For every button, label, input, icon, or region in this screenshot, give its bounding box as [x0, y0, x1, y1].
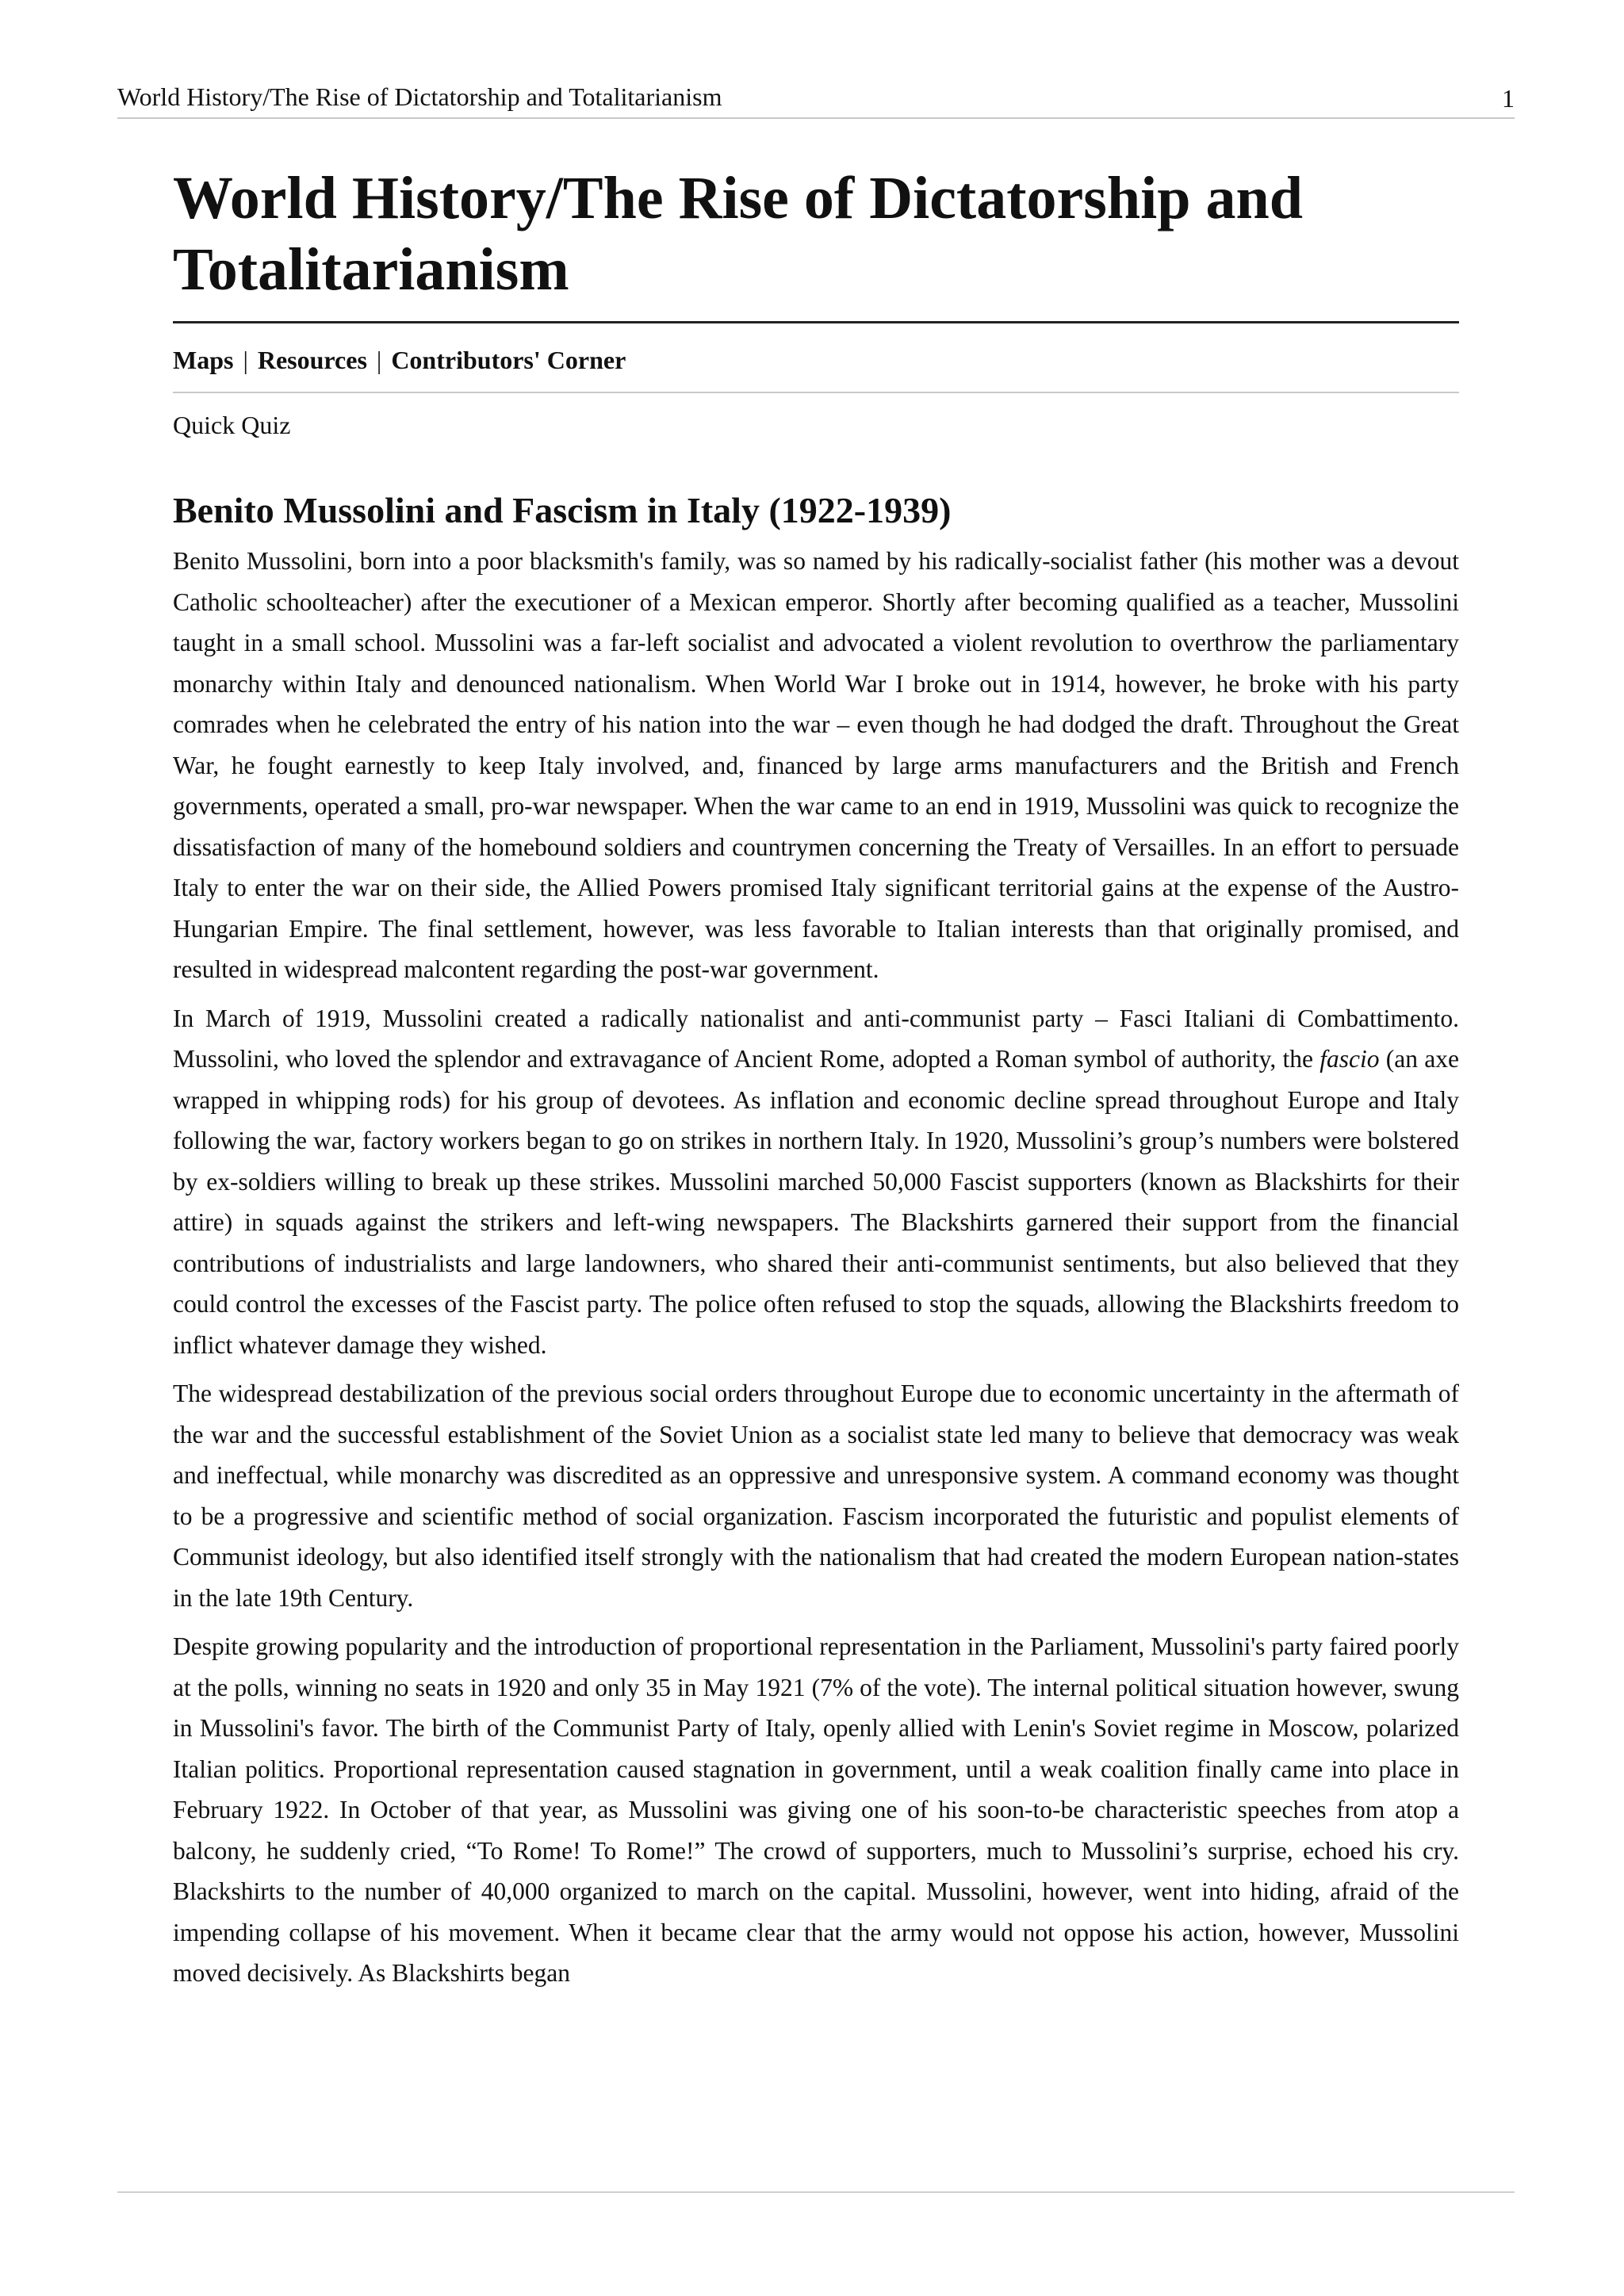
running-title: World History/The Rise of Dictatorship and Totalitarianism [117, 82, 722, 111]
quick-quiz-link[interactable]: Quick Quiz [173, 411, 291, 439]
article-body [173, 163, 1459, 2002]
paragraph-2 [173, 998, 1459, 1366]
running-header [117, 79, 1515, 119]
contributors-corner-link[interactable]: Contributors' Corner [391, 346, 626, 374]
footer-divider [117, 2191, 1515, 2193]
article-nav-bar [173, 323, 1459, 393]
page-number: 1 [1502, 84, 1515, 113]
fascio-term: fascio [1320, 1045, 1380, 1073]
paragraph-2-text-start: In March of 1919, Mussolini created a radically nationalist and anti-communist party – Fasci Italiani di Combattimento. Mussolini, who loved the splendor and extravagance of Ancient Rome, adopted a Roman symbol of authority, the [173, 1004, 1459, 1073]
paragraph-1: Benito Mussolini, born into a poor blacksmith's family, was so named by his radically-socialist father (his mother was a devout Catholic schoolteacher) after the executioner of a Mexican emperor. Shortly after becoming qualified as a teacher, Mussolini taught in a small school. Mussolini was a far-left socialist and advocated a violent revolution to overthrow the parliamentary monarchy within Italy and denounced nationalism. When World War I broke out in 1914, however, he broke with his party comrades when he celebrated the entry of his nation into the war – even though he had dodged the draft. Throughout the Great War, he fought earnestly to keep Italy involved, and, financed by large arms manufacturers and the British and French governments, operated a small, pro-war newspaper. When the war came to an end in 1919, Mussolini was quick to recognize the dissatisfaction of many of the homebound soldiers and countrymen concerning the Treaty of Versailles. In an effort to persuade Italy to enter the war on their side, the Allied Powers promised Italy significant territorial gains at the expense of the Austro-Hungarian Empire. The final settlement, however, was less favorable to Italian interests than that originally promised, and resulted in widespread malcontent regarding the post-war government. [173, 547, 1459, 983]
resources-link[interactable]: Resources [257, 346, 367, 374]
paragraph-2-text-end: (an axe wrapped in whipping rods) for his group of devotees. As inflation and economic decline spread throughout Europe and Italy following the war, factory workers began to go on strikes in northern Italy. In 1920, Mussolini’s group’s numbers were bolstered by ex-soldiers willing to break up these strikes. Mussolini marched 50,000 Fascist supporters (known as Blackshirts for their attire) in squads against the strikers and left-wing newspapers. The Blackshirts garnered their support from the financial contributions of industrialists and large landowners, who shared their anti-communist sentiments, but also believed that they could control the excesses of the Fascist party. The police often refused to stop the squads, allowing the Blackshirts freedom to inflict whatever damage they wished. [173, 1045, 1459, 1359]
nav-separator: | [243, 346, 248, 374]
paragraph-4: Despite growing popularity and the introduction of proportional representation in the Parliament, Mussolini's party faired poorly at the polls, winning no seats in 1920 and only 35 in May 1921 (7% of the vote). The internal political situation however, swung in Mussolini's favor. The birth of the Communist Party of Italy, openly allied with Lenin's Soviet regime in Moscow, polarized Italian politics. Proportional representation caused stagnation in government, until a weak coalition finally came into place in February 1922. In October of that year, as Mussolini was giving one of his soon-to-be characteristic speeches from atop a balcony, he suddenly cried, “To Rome! To Rome!” The crowd of supporters, much to Mussolini’s surprise, echoed his cry. Blackshirts to the number of 40,000 organized to march on the capital. Mussolini, however, went into hiding, afraid of the impending collapse of his movement. When it became clear that the army would not oppose his action, however, Mussolini moved decisively. As Blackshirts began [173, 1632, 1459, 1987]
paragraph-3: The widespread destabilization of the previous social orders throughout Europe due to economic uncertainty in the aftermath of the war and the successful establishment of the Soviet Union as a socialist state led many to believe that democracy was weak and ineffectual, while monarchy was discredited as an oppressive and unresponsive system. A command economy was thought to be a progressive and scientific method of social organization. Fascism incorporated the futuristic and populist elements of Communist ideology, but also identified itself strongly with the nationalism that had created the modern European nation-states in the late 19th Century. [173, 1380, 1459, 1612]
maps-link[interactable]: Maps [173, 346, 234, 374]
nav-separator: | [376, 346, 382, 374]
page-title: World History/The Rise of Dictatorship and Totalitarianism [173, 163, 1459, 323]
section-heading: Benito Mussolini and Fascism in Italy (1922-1939) [173, 490, 952, 530]
